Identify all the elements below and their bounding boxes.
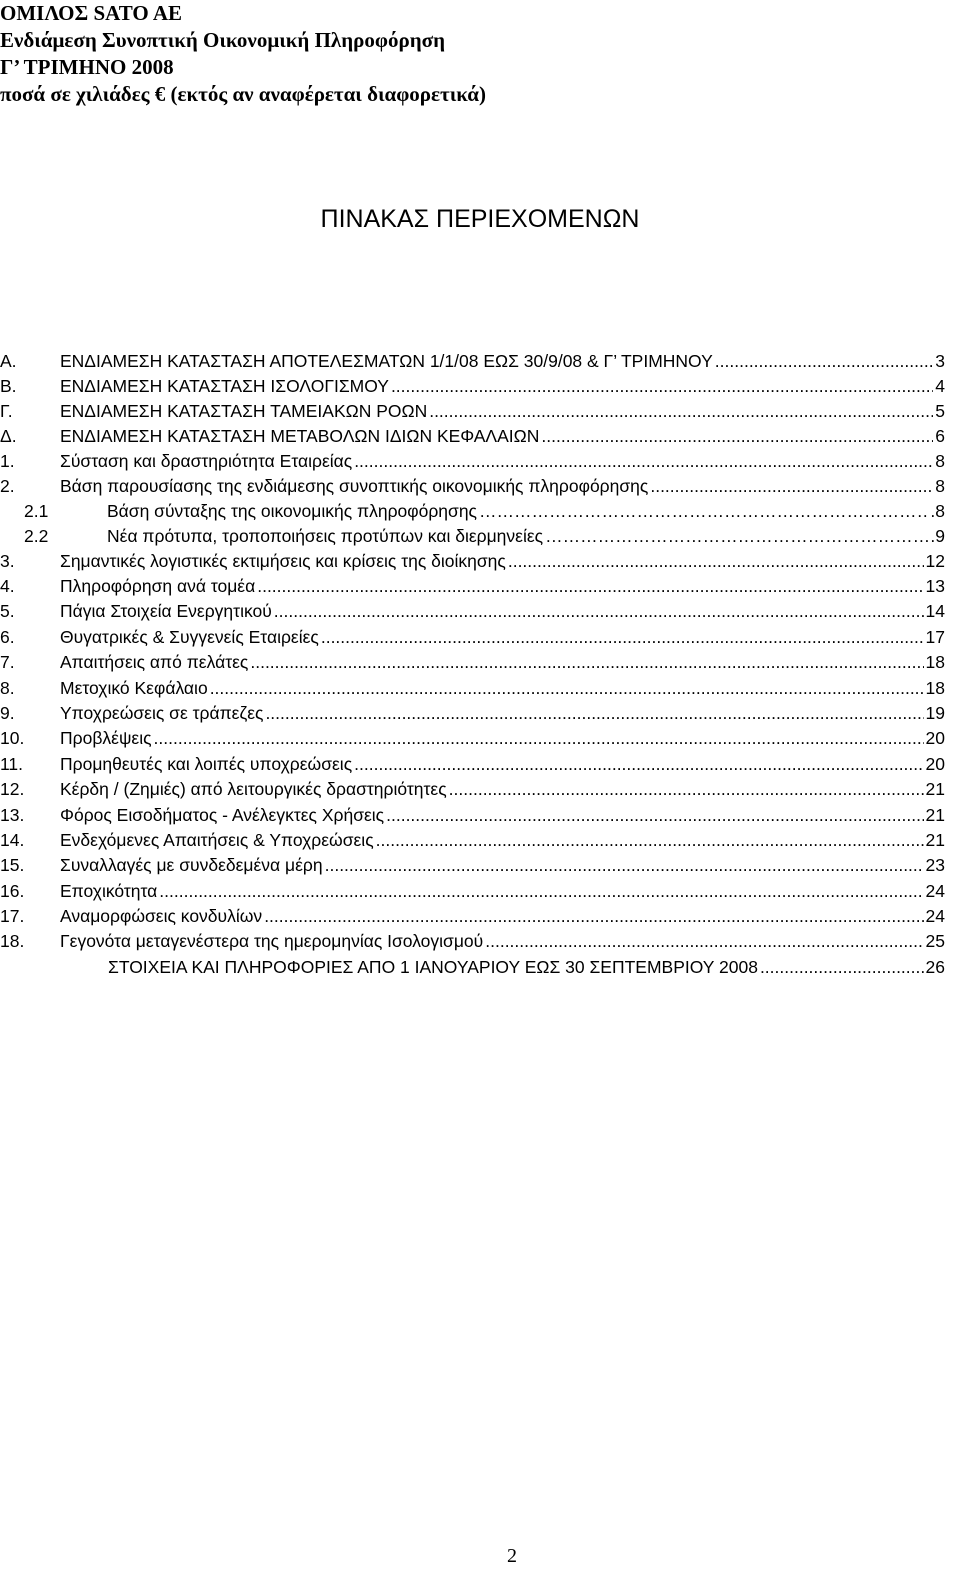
toc-entry[interactable] [0,650,945,675]
toc-entry-title: ΕΝΔΙΑΜΕΣΗ ΚΑΤΑΣΤΑΣΗ ΙΣΟΛΟΓΙΣΜΟΥ [60,376,389,396]
dot-leader [479,499,928,524]
toc-entry[interactable] [0,929,945,954]
toc-entry-title: Νέα πρότυπα, τροποποιήσεις προτύπων και διερμηνείες [107,526,544,546]
toc-entry-number: 11. [0,753,24,774]
currency-note: ποσά σε χιλιάδες € (εκτός αν αναφέρεται διαφορετικά) [0,82,486,106]
toc-entry-number: 10. [0,728,25,749]
toc-entry-title: Βάση παρουσίασης της ενδιάμεσης συνοπτικής οικονομικής πληροφόρησης [60,476,649,496]
dot-leader [210,676,924,701]
toc-entry-page: 19 [925,702,945,723]
toc-entry-page: 25 [925,931,945,952]
toc-entry-number: 5. [0,601,15,622]
dot-leader [354,752,923,777]
dot-leader [429,399,933,424]
toc-entry-number: Δ. [0,426,17,446]
toc-entry-page: 24 [925,906,945,927]
dot-leader [265,701,923,726]
toc-entry-title: Φόρος Εισοδήματος - Ανέλεγκτες Χρήσεις [60,804,385,825]
dot-leader [154,726,924,751]
toc-entry[interactable] [0,777,945,802]
toc-entry-title: Απαιτήσεις από πελάτες [60,652,249,673]
report-title: Ενδιάμεση Συνοπτική Οικονομική Πληροφόρηση [0,28,445,52]
toc-entry[interactable] [0,599,945,624]
dot-leader [715,349,933,374]
dot-leader [376,828,924,853]
toc-entry[interactable] [0,701,945,726]
toc-entry[interactable] [0,726,945,751]
dot-leader [325,853,924,878]
toc-entry-title: Πάγια Στοιχεία Ενεργητικού [60,601,272,622]
toc-entry-number: 4. [0,576,15,596]
toc-entry-title: Ενδεχόμενες Απαιτήσεις & Υποχρεώσεις [60,829,374,850]
toc-entry-number: 9. [0,702,15,723]
toc-entry-title: ΕΝΔΙΑΜΕΣΗ ΚΑΤΑΣΤΑΣΗ ΑΠΟΤΕΛΕΣΜΑΤΩΝ 1/1/08 ΕΩΣ 30/9/08 & Γ’ ΤΡΙΜΗΝΟΥ [60,351,713,371]
toc-entry-title: Συναλλαγές με συνδεδεμένα μέρη [60,855,323,876]
toc-entry-page: 26 [925,956,945,977]
toc-entry[interactable] [0,424,945,449]
toc-entry-number: 8. [0,677,15,698]
toc-entry-page: 21 [925,804,945,825]
dot-leader [159,879,923,904]
toc-entry-number: Α. [0,351,17,371]
toc-entry[interactable] [0,399,945,424]
toc-entry-number: 13. [0,804,25,825]
toc-entry-page: 8 [935,476,945,496]
toc-entry-page: 5 [935,401,945,421]
dot-leader [541,424,933,449]
toc-entry-page: 21 [925,829,945,850]
report-period: Γ’ ΤΡΙΜΗΝΟ 2008 [0,55,174,79]
toc-entry-page: 18 [925,652,945,673]
toc-entry[interactable] [0,474,945,499]
toc-entry[interactable] [0,524,945,549]
toc-entry[interactable] [0,879,945,904]
toc-entry-number: 2. [0,476,15,496]
toc-entry-title: Μετοχικό Κεφάλαιο [60,677,208,698]
toc-entry-number: 15. [0,855,25,876]
toc-entry-title: ΕΝΔΙΑΜΕΣΗ ΚΑΤΑΣΤΑΣΗ ΜΕΤΑΒΟΛΩΝ ΙΔΙΩΝ ΚΕΦΑΛΑΙΩΝ [60,426,540,446]
toc-entry-page: 17 [925,626,945,647]
toc-entry-title: Προμηθευτές και λοιπές υποχρεώσεις [60,753,353,774]
dot-leader [545,524,928,549]
toc-entry-page: 6 [935,426,945,446]
toc-entry-number: 18. [0,931,25,952]
toc-entry-title: Αναμορφώσεις κονδυλίων [60,906,263,927]
toc-entry-page: .8 [930,501,945,521]
toc-entry-page: 20 [925,728,945,749]
dot-leader [449,777,924,802]
toc-entry[interactable] [0,853,945,878]
toc-entry[interactable] [0,752,945,777]
dot-leader [321,625,924,650]
toc-entry[interactable] [0,676,945,701]
toc-entry[interactable] [0,374,945,399]
toc-entry-number: Γ. [0,401,13,421]
toc-entry-title: Πληροφόρηση ανά τομέα [60,576,256,596]
toc-entry-title: Υποχρεώσεις σε τράπεζες [60,702,264,723]
toc-entry-title: Θυγατρικές & Συγγενείς Εταιρείες [60,626,319,647]
toc-entry-number: 2.2 [24,526,49,546]
toc-entry-page: 23 [925,855,945,876]
toc-entry[interactable] [0,625,945,650]
toc-entry-title: Προβλέψεις [60,728,152,749]
toc-entry-page: 24 [925,880,945,901]
toc-entry[interactable] [0,574,945,599]
dot-leader [386,803,923,828]
toc-entry-title: Βάση σύνταξης της οικονομικής πληροφόρησης [107,501,477,521]
toc-title: ΠΙΝΑΚΑΣ ΠΕΡΙΕΧΟΜΕΝΩΝ [320,205,640,233]
toc-entry[interactable] [0,828,945,853]
dot-leader [257,574,923,599]
toc-entry-page: 3 [935,351,945,371]
toc-entry[interactable] [0,803,945,828]
toc-entry-number: 7. [0,652,15,673]
toc-entry[interactable] [0,904,945,929]
toc-entry[interactable] [0,549,945,574]
toc-entry-title: Εποχικότητα [60,880,158,901]
toc-entry[interactable] [0,349,945,374]
dot-leader [250,650,923,675]
toc-entry-page: 4 [935,376,945,396]
toc-entry-title: Σύσταση και δραστηριότητα Εταιρείας [60,451,353,471]
toc-entry-page: 14 [925,601,945,622]
page-number: 2 [507,1545,517,1567]
dot-leader [264,904,923,929]
dot-leader [650,474,933,499]
dot-leader [391,374,933,399]
toc-entry-title: Κέρδη / (Ζημιές) από λειτουργικές δραστηριότητες [60,779,447,800]
toc-entry-number: 2.1 [24,501,49,521]
toc-entry-page: 18 [925,677,945,698]
dot-leader [354,449,933,474]
toc-entry-title: ΕΝΔΙΑΜΕΣΗ ΚΑΤΑΣΤΑΣΗ ΤΑΜΕΙΑΚΩΝ ΡΟΩΝ [60,401,428,421]
toc-entry-page: 13 [925,576,945,596]
toc-entry-number: 6. [0,626,15,647]
dot-leader [274,599,924,624]
toc-entry-title: ΣΤΟΙΧΕΙΑ ΚΑΙ ΠΛΗΡΟΦΟΡΙΕΣ ΑΠΟ 1 ΙΑΝΟΥΑΡΙΟΥ ΕΩΣ 30 ΣΕΠΤΕΜΒΡΙΟΥ 2008 [108,956,758,977]
toc-entry-number: 16. [0,880,25,901]
toc-entry[interactable] [0,955,945,980]
toc-entry-page: 20 [925,753,945,774]
toc-entry-page: 12 [925,551,945,571]
toc-entry-number: 1. [0,451,15,471]
toc-entry-page: .9 [930,526,945,546]
dot-leader [508,549,924,574]
toc-entry-page: 21 [925,779,945,800]
toc-entry-number: 17. [0,906,25,927]
toc-entry-title: Σημαντικές λογιστικές εκτιμήσεις και κρίσεις της διοίκησης [60,551,506,571]
toc-entry-number: 3. [0,551,15,571]
toc-entry-number: Β. [0,376,17,396]
toc-entry[interactable] [0,499,945,524]
table-of-contents [0,349,945,980]
toc-entry-title: Γεγονότα μεταγενέστερα της ημερομηνίας Ισολογισμού [60,931,484,952]
toc-entry-number: 14. [0,829,25,850]
toc-entry-number: 12. [0,779,25,800]
dot-leader [485,929,923,954]
toc-entry[interactable] [0,449,945,474]
company-name: ΟΜΙΛΟΣ SATO AE [0,1,182,25]
dot-leader [760,955,924,980]
toc-entry-page: 8 [935,451,945,471]
document-header [0,0,486,108]
